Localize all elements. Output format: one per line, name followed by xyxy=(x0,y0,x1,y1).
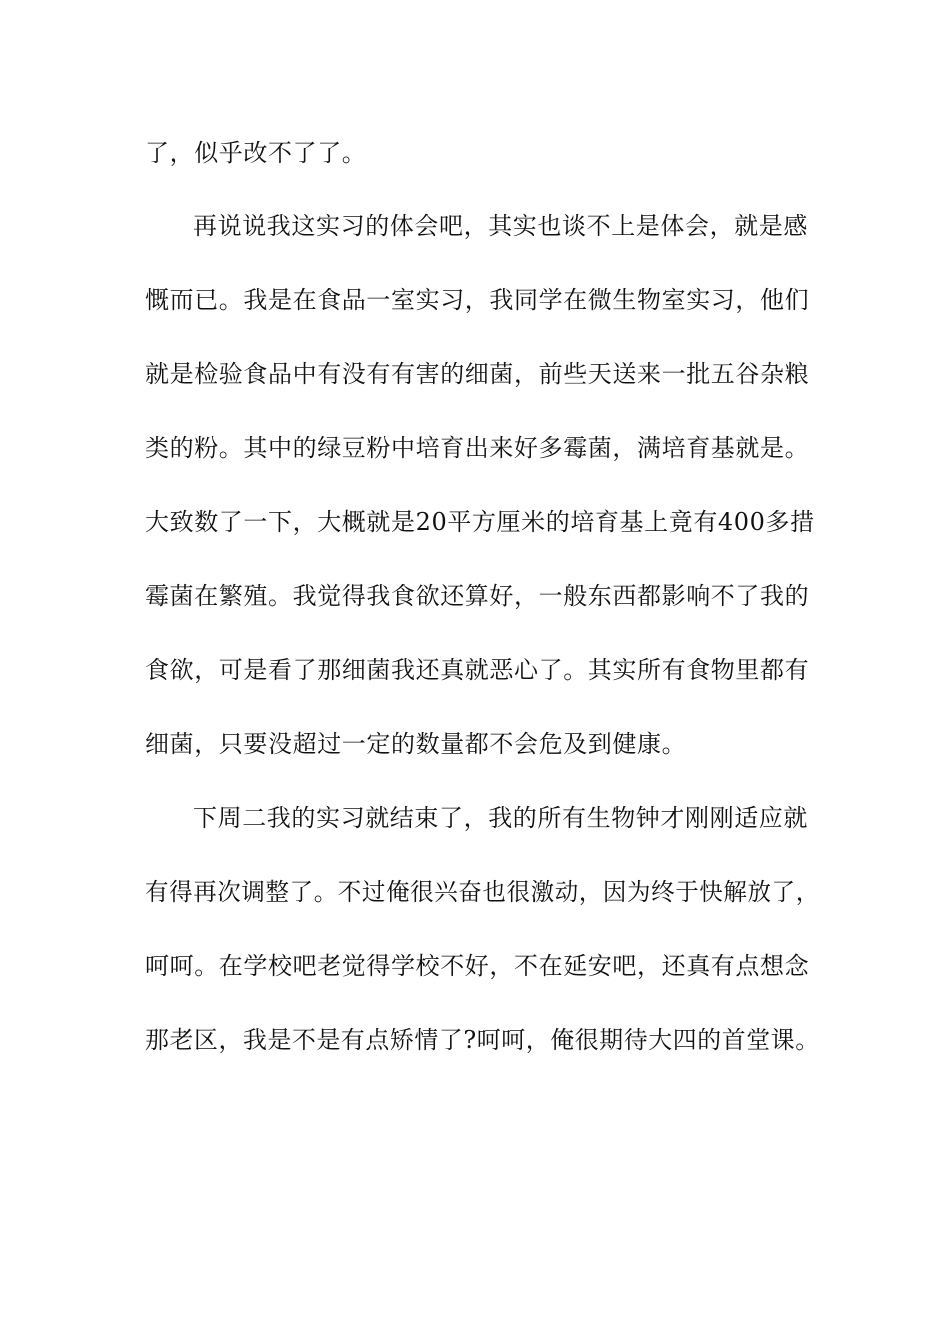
paragraph-2-line-3: 就是检验食品中有没有有害的细菌，前些天送来一批五谷杂粮 xyxy=(145,360,810,388)
text-line-1: 了，似乎改不了了。 xyxy=(145,139,367,167)
paragraph-3-line-2: 有得再次调整了。不过俺很兴奋也很激动，因为终于快解放了， xyxy=(145,878,820,906)
paragraph-2-line-5: 大致数了一下，大概就是20平方厘米的培育基上竟有400多措 xyxy=(145,508,815,536)
paragraph-3-line-4: 那老区，我是不是有点矫情了?呵呵，俺很期待大四的首堂课。 xyxy=(145,1026,820,1054)
paragraph-2-line-6: 霉菌在繁殖。我觉得我食欲还算好，一般东西都影响不了我的 xyxy=(145,582,810,610)
paragraph-3-line-3: 呵呵。在学校吧老觉得学校不好，不在延安吧，还真有点想念 xyxy=(145,952,810,980)
paragraph-2-line-4: 类的粉。其中的绿豆粉中培育出来好多霉菌，满培育基就是。 xyxy=(145,434,810,462)
paragraph-2-line-7: 食欲，可是看了那细菌我还真就恶心了。其实所有食物里都有 xyxy=(145,656,810,684)
paragraph-2-line-2: 慨而已。我是在食品一室实习，我同学在微生物室实习，他们 xyxy=(145,286,810,314)
paragraph-2-line-8: 细菌，只要没超过一定的数量都不会危及到健康。 xyxy=(145,730,687,758)
paragraph-3-line-1: 下周二我的实习就结束了，我的所有生物钟才刚刚适应就 xyxy=(193,804,808,832)
paragraph-2-line-1: 再说说我这实习的体会吧，其实也谈不上是体会，就是感 xyxy=(193,212,808,240)
